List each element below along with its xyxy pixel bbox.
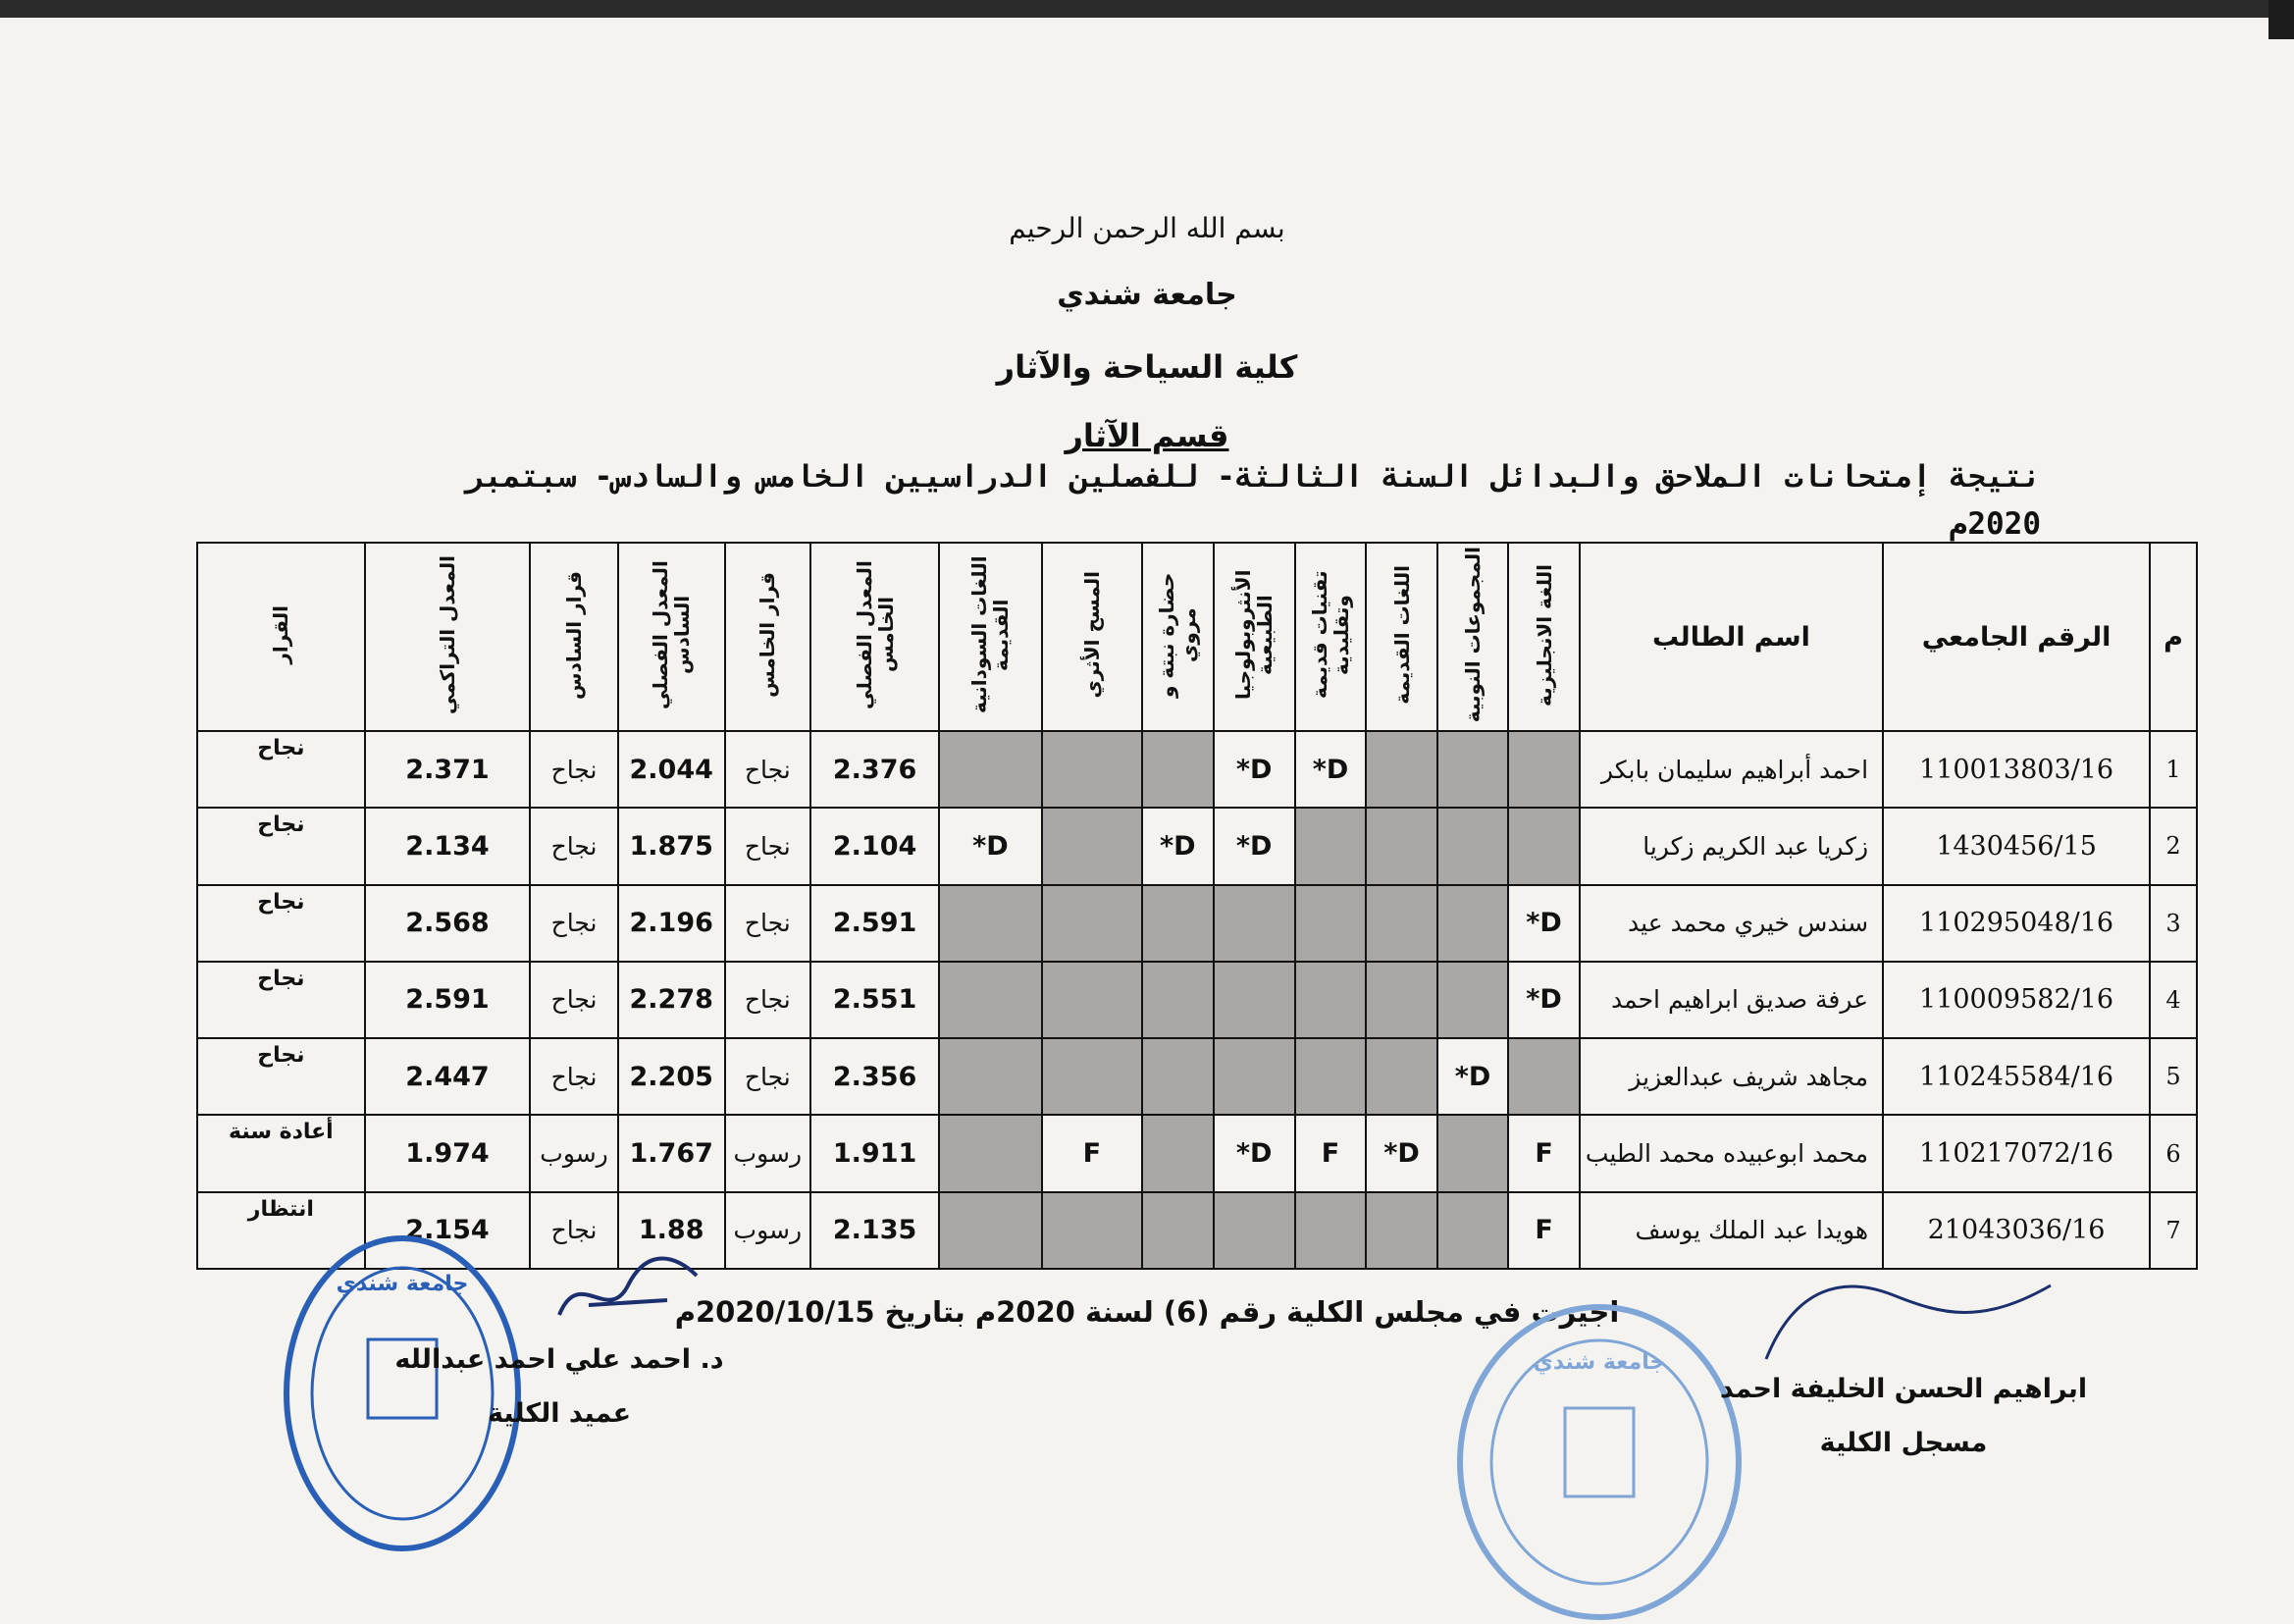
- grade-traditional-techniques: [1295, 885, 1367, 962]
- university-name: جامعة شندي: [1057, 278, 1237, 312]
- grade-nubian-groups: [1437, 808, 1509, 884]
- cgpa-value: 2.371: [365, 731, 531, 808]
- gpa5-value: 2.135: [810, 1192, 939, 1269]
- gpa5-value: 1.911: [810, 1115, 939, 1191]
- student-id: 1430456/15: [1883, 808, 2150, 884]
- header-final-decision: القرار: [197, 543, 365, 731]
- grade-archaeological-survey: [1042, 808, 1142, 884]
- table-row: [197, 885, 2197, 962]
- decision6-value: نجاح: [530, 731, 618, 808]
- gpa5-value: 2.551: [810, 962, 939, 1038]
- grade-napata-meroe: [1142, 731, 1214, 808]
- grade-english: F: [1508, 1115, 1580, 1191]
- grade-natural-anthropology: [1214, 1192, 1295, 1269]
- cgpa-value: 1.974: [365, 1115, 531, 1191]
- grade-napata-meroe: D*: [1142, 808, 1214, 884]
- registrar-signature: [1756, 1266, 2060, 1374]
- decision5-value: نجاح: [725, 731, 810, 808]
- gpa5-value: 2.591: [810, 885, 939, 962]
- grade-ancient-languages: [1366, 731, 1437, 808]
- grade-nubian-groups: [1437, 1115, 1509, 1191]
- decision5-value: رسوب: [725, 1192, 810, 1269]
- student-id: 110009582/16: [1883, 962, 2150, 1038]
- grade-english: D*: [1508, 962, 1580, 1038]
- decision6-value: نجاح: [530, 885, 618, 962]
- header-gpa5: المعدل الفصلي الخامس: [810, 543, 939, 731]
- table-row: [197, 808, 2197, 884]
- row-index: 3: [2150, 885, 2197, 962]
- final-decision-value: نجاح: [197, 731, 365, 808]
- council-approval: اجيزت في مجلس الكلية رقم (6) لسنة 2020م بتاريخ 2020/10/15م: [674, 1295, 1620, 1329]
- header-old-sudanese-languages: اللغات السودانية القديمة: [939, 543, 1042, 731]
- grade-archaeological-survey: F: [1042, 1115, 1142, 1191]
- grade-ancient-languages: [1366, 1192, 1437, 1269]
- registrar-stamp-text: جامعة شندي: [1533, 1350, 1666, 1375]
- student-name: عرفة صديق ابراهيم احمد: [1580, 962, 1883, 1038]
- table-row: [197, 962, 2197, 1038]
- row-index: 2: [2150, 808, 2197, 884]
- grade-old-sudanese-languages: [939, 1038, 1042, 1115]
- header-english: اللغة الانجليزية: [1508, 543, 1580, 731]
- dean-name: د. احمد علي احمد عبدالله: [394, 1344, 724, 1375]
- cgpa-value: 2.568: [365, 885, 531, 962]
- header-student-id: الرقم الجامعي: [1883, 543, 2150, 731]
- grade-napata-meroe: [1142, 885, 1214, 962]
- student-id: 110245584/16: [1883, 1038, 2150, 1115]
- results-table: [196, 542, 2198, 1270]
- decision6-value: نجاح: [530, 962, 618, 1038]
- dean-stamp-text: جامعة شندي: [336, 1272, 469, 1296]
- grade-traditional-techniques: D*: [1295, 731, 1367, 808]
- gpa5-value: 2.104: [810, 808, 939, 884]
- header-gpa6: المعدل الفصلي السادس: [618, 543, 725, 731]
- grade-napata-meroe: [1142, 1038, 1214, 1115]
- header-student-name: اسم الطالب: [1580, 543, 1883, 731]
- final-decision-value: انتظار: [197, 1192, 365, 1269]
- grade-archaeological-survey: [1042, 962, 1142, 1038]
- final-decision-value: نجاح: [197, 1038, 365, 1115]
- final-decision-value: نجاح: [197, 885, 365, 962]
- gpa6-value: 2.278: [618, 962, 725, 1038]
- dean-signature-block: [392, 1344, 726, 1429]
- grade-archaeological-survey: [1042, 885, 1142, 962]
- grade-ancient-languages: [1366, 962, 1437, 1038]
- header-nubian-groups: المجموعات النوبية: [1437, 543, 1509, 731]
- table-row: [197, 1115, 2197, 1191]
- grade-english: [1508, 808, 1580, 884]
- cgpa-value: 2.591: [365, 962, 531, 1038]
- grade-nubian-groups: [1437, 1192, 1509, 1269]
- grade-ancient-languages: [1366, 1038, 1437, 1115]
- grade-natural-anthropology: D*: [1214, 731, 1295, 808]
- grade-english: F: [1508, 1192, 1580, 1269]
- cgpa-value: 2.154: [365, 1192, 531, 1269]
- student-id: 21043036/16: [1883, 1192, 2150, 1269]
- student-name: زكريا عبد الكريم زكريا: [1580, 808, 1883, 884]
- header-napata-meroe: حضارة نبتة و مروي: [1142, 543, 1214, 731]
- grade-nubian-groups: [1437, 885, 1509, 962]
- decision5-value: نجاح: [725, 962, 810, 1038]
- table-row: [197, 1038, 2197, 1115]
- faculty-name: كلية السياحة والآثار: [996, 348, 1298, 386]
- grade-english: [1508, 1038, 1580, 1115]
- decision6-value: نجاح: [530, 1038, 618, 1115]
- student-name: مجاهد شريف عبدالعزيز: [1580, 1038, 1883, 1115]
- grade-archaeological-survey: [1042, 731, 1142, 808]
- header-traditional-techniques: تقنيات قديمة وتقليدية: [1295, 543, 1367, 731]
- final-decision-value: نجاح: [197, 808, 365, 884]
- student-name: احمد أبراهيم سليمان بابكر: [1580, 731, 1883, 808]
- decision6-value: نجاح: [530, 808, 618, 884]
- grade-nubian-groups: [1437, 731, 1509, 808]
- row-index: 6: [2150, 1115, 2197, 1191]
- row-index: 7: [2150, 1192, 2197, 1269]
- gpa6-value: 1.875: [618, 808, 725, 884]
- grade-traditional-techniques: [1295, 808, 1367, 884]
- table-header-row: [197, 543, 2197, 731]
- grade-natural-anthropology: [1214, 962, 1295, 1038]
- header-natural-anthropology: الأنثروبولوجيا الطبيعية: [1214, 543, 1295, 731]
- row-index: 5: [2150, 1038, 2197, 1115]
- dean-signature: [549, 1246, 706, 1335]
- grade-napata-meroe: [1142, 1115, 1214, 1191]
- grade-old-sudanese-languages: D*: [939, 808, 1042, 884]
- grade-natural-anthropology: D*: [1214, 1115, 1295, 1191]
- grade-traditional-techniques: F: [1295, 1115, 1367, 1191]
- grade-archaeological-survey: [1042, 1038, 1142, 1115]
- decision5-value: نجاح: [725, 1038, 810, 1115]
- grade-english: D*: [1508, 885, 1580, 962]
- row-index: 1: [2150, 731, 2197, 808]
- header-cgpa: المعدل التراكمي: [365, 543, 531, 731]
- grade-natural-anthropology: D*: [1214, 808, 1295, 884]
- grade-english: [1508, 731, 1580, 808]
- student-name: سندس خيري محمد عيد: [1580, 885, 1883, 962]
- student-name: محمد ابوعبيده محمد الطيب: [1580, 1115, 1883, 1191]
- grade-traditional-techniques: [1295, 1038, 1367, 1115]
- decision5-value: نجاح: [725, 808, 810, 884]
- department-name: قسم الآثار: [1065, 417, 1229, 454]
- grade-traditional-techniques: [1295, 962, 1367, 1038]
- scan-corner: [2268, 0, 2294, 39]
- student-id: 110217072/16: [1883, 1115, 2150, 1191]
- grade-old-sudanese-languages: [939, 1115, 1042, 1191]
- registrar-name: ابراهيم الحسن الخليفة احمد: [1719, 1374, 2088, 1404]
- header-decision6: قرار السادس: [530, 543, 618, 731]
- grade-old-sudanese-languages: [939, 1192, 1042, 1269]
- student-id: 110295048/16: [1883, 885, 2150, 962]
- grade-ancient-languages: [1366, 885, 1437, 962]
- registrar-title: مسجل الكلية: [1819, 1428, 1988, 1458]
- cgpa-value: 2.447: [365, 1038, 531, 1115]
- grade-old-sudanese-languages: [939, 731, 1042, 808]
- gpa6-value: 1.88: [618, 1192, 725, 1269]
- grade-ancient-languages: D*: [1366, 1115, 1437, 1191]
- grade-napata-meroe: [1142, 962, 1214, 1038]
- final-decision-value: نجاح: [197, 962, 365, 1038]
- gpa5-value: 2.376: [810, 731, 939, 808]
- grade-traditional-techniques: [1295, 1192, 1367, 1269]
- gpa6-value: 2.044: [618, 731, 725, 808]
- grade-natural-anthropology: [1214, 1038, 1295, 1115]
- grade-old-sudanese-languages: [939, 885, 1042, 962]
- grade-archaeological-survey: [1042, 1192, 1142, 1269]
- grade-nubian-groups: D*: [1437, 1038, 1509, 1115]
- final-decision-value: أعادة سنة: [197, 1115, 365, 1191]
- header-ancient-languages: اللغات القديمة: [1366, 543, 1437, 731]
- grade-natural-anthropology: [1214, 885, 1295, 962]
- decision5-value: نجاح: [725, 885, 810, 962]
- header-archaeological-survey: المسح الأثري: [1042, 543, 1142, 731]
- cgpa-value: 2.134: [365, 808, 531, 884]
- decision6-value: رسوب: [530, 1115, 618, 1191]
- gpa6-value: 1.767: [618, 1115, 725, 1191]
- student-name: هويدا عبد الملك يوسف: [1580, 1192, 1883, 1269]
- grade-old-sudanese-languages: [939, 962, 1042, 1038]
- registrar-signature-block: [1717, 1374, 2090, 1458]
- header-decision5: قرار الخامس: [725, 543, 810, 731]
- gpa6-value: 2.205: [618, 1038, 725, 1115]
- document-title: نتيجة إمتحانات الملاحق والبدائل السنة الثالثة- للفصلين الدراسيين الخامس والسادس- سبتمبر 2020م: [465, 459, 2041, 542]
- grade-nubian-groups: [1437, 962, 1509, 1038]
- gpa6-value: 2.196: [618, 885, 725, 962]
- decision5-value: رسوب: [725, 1115, 810, 1191]
- bismillah: بسم الله الرحمن الرحيم: [1009, 212, 1285, 244]
- decision6-value: نجاح: [530, 1192, 618, 1269]
- row-index: 4: [2150, 962, 2197, 1038]
- scan-top-edge: [0, 0, 2294, 18]
- results-body: [197, 731, 2197, 1269]
- student-id: 110013803/16: [1883, 731, 2150, 808]
- gpa5-value: 2.356: [810, 1038, 939, 1115]
- dean-title: عميد الكلية: [487, 1398, 632, 1429]
- table-row: [197, 731, 2197, 808]
- header-index: م: [2150, 543, 2197, 731]
- grade-napata-meroe: [1142, 1192, 1214, 1269]
- registrar-stamp: [1452, 1300, 1747, 1624]
- grade-ancient-languages: [1366, 808, 1437, 884]
